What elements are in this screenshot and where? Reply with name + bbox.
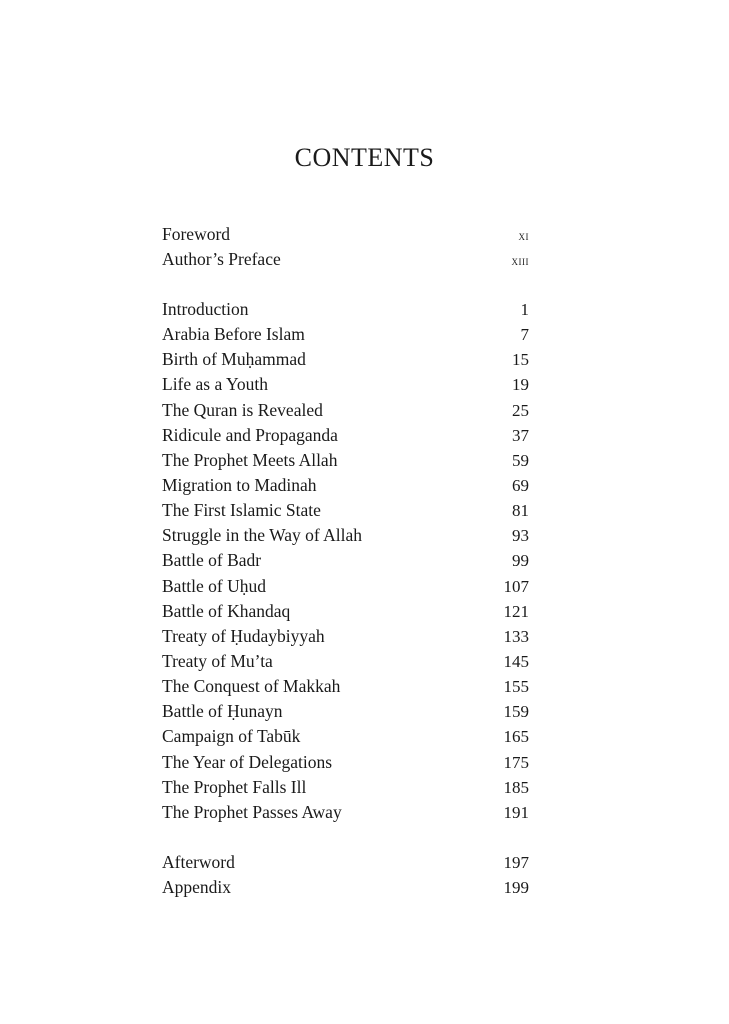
toc-entry xyxy=(162,574,529,599)
toc-entry xyxy=(162,875,529,900)
page-title: CONTENTS xyxy=(294,143,435,172)
toc-entry xyxy=(162,448,529,473)
toc-entry xyxy=(162,398,529,423)
toc-entry-page: 69 xyxy=(512,475,529,495)
toc-entry-title: Treaty of Ḥudaybiyyah xyxy=(162,625,325,646)
toc-entry-page: 175 xyxy=(503,752,529,772)
toc-front-matter xyxy=(162,222,529,272)
toc-entry-title: Appendix xyxy=(162,877,232,898)
toc-entry-title: Arabia Before Islam xyxy=(162,324,305,345)
toc-entry xyxy=(162,599,529,624)
toc-entry-page: 185 xyxy=(503,777,529,797)
toc-entry-title: The Year of Delegations xyxy=(162,751,333,772)
toc-entry xyxy=(162,523,529,548)
toc-entry-title: Life as a Youth xyxy=(162,374,268,395)
toc-entry-page: 7 xyxy=(520,325,529,345)
toc-entry-page: 121 xyxy=(503,601,529,621)
toc-entry xyxy=(162,750,529,775)
toc-entry-title: Struggle in the Way of Allah xyxy=(162,525,362,546)
toc-entry-title: The Quran is Revealed xyxy=(162,399,323,420)
toc-entry-page: 133 xyxy=(503,626,529,646)
toc-entry xyxy=(162,372,529,397)
toc-entry xyxy=(162,548,529,573)
toc-entry-page: 19 xyxy=(512,375,529,395)
toc-entry-title: Migration to Madinah xyxy=(162,474,317,495)
toc-entry-page: 165 xyxy=(503,727,529,747)
toc-entry-page: xiii xyxy=(511,253,529,269)
toc-entry-page: 37 xyxy=(512,425,529,445)
toc-entry-title: The Prophet Falls Ill xyxy=(162,776,307,797)
toc-entry-title: Birth of Muḥammad xyxy=(162,349,306,370)
toc-entry-title: Ridicule and Propaganda xyxy=(162,424,338,445)
toc-entry-page: 199 xyxy=(503,878,529,898)
toc-entry xyxy=(162,624,529,649)
toc-entry-title: Introduction xyxy=(162,299,249,319)
toc-entry-title: Battle of Ḥunayn xyxy=(162,701,283,722)
toc-entry-page: 25 xyxy=(512,400,529,420)
toc-entry-page: 107 xyxy=(503,576,529,596)
toc-chapters xyxy=(162,297,529,825)
toc-entry-title: Author’s Preface xyxy=(162,249,281,270)
toc-back-matter xyxy=(162,850,529,900)
toc-entry-page: xi xyxy=(518,228,529,243)
toc-entry-page: 191 xyxy=(503,802,529,822)
toc-entry-page: 81 xyxy=(512,501,529,521)
toc-entry-title: Foreword xyxy=(162,224,231,244)
toc-entry-title: The First Islamic State xyxy=(162,500,321,521)
toc-entry xyxy=(162,498,529,523)
toc-entry-page: 197 xyxy=(503,853,529,872)
toc-entry xyxy=(162,297,529,322)
toc-entry xyxy=(162,347,529,372)
toc-entry xyxy=(162,850,529,875)
toc-entry-page: 93 xyxy=(512,526,529,546)
toc-entry-page: 1 xyxy=(520,300,529,319)
toc-entry-page: 99 xyxy=(512,551,529,571)
toc-entry-page: 155 xyxy=(503,677,529,697)
toc-entry-title: Battle of Khandaq xyxy=(162,600,291,621)
toc-entry xyxy=(162,674,529,699)
toc-entry-page: 145 xyxy=(503,651,529,671)
toc-entry xyxy=(162,423,529,448)
toc-entry-title: Afterword xyxy=(162,852,235,872)
toc-entry xyxy=(162,649,529,674)
toc-entry-title: Battle of Uḥud xyxy=(162,575,267,596)
toc-entry-title: The Prophet Passes Away xyxy=(162,801,342,822)
toc-entry-title: Battle of Badr xyxy=(162,550,262,571)
toc-entry xyxy=(162,724,529,749)
toc-entry xyxy=(162,247,529,272)
toc-entry-title: Campaign of Tabūk xyxy=(162,726,301,747)
toc-entry xyxy=(162,222,529,247)
toc-entry-page: 15 xyxy=(512,350,529,370)
toc-entry xyxy=(162,775,529,800)
toc-entry-page: 159 xyxy=(503,702,529,722)
toc-entry xyxy=(162,473,529,498)
toc-entry-title: The Prophet Meets Allah xyxy=(162,449,338,470)
toc-entry xyxy=(162,800,529,825)
toc-entry xyxy=(162,322,529,347)
toc-entry-title: Treaty of Mu’ta xyxy=(162,650,273,671)
toc-entry-title: The Conquest of Makkah xyxy=(162,676,341,697)
toc-entry xyxy=(162,699,529,724)
toc-entry-page: 59 xyxy=(512,450,529,470)
